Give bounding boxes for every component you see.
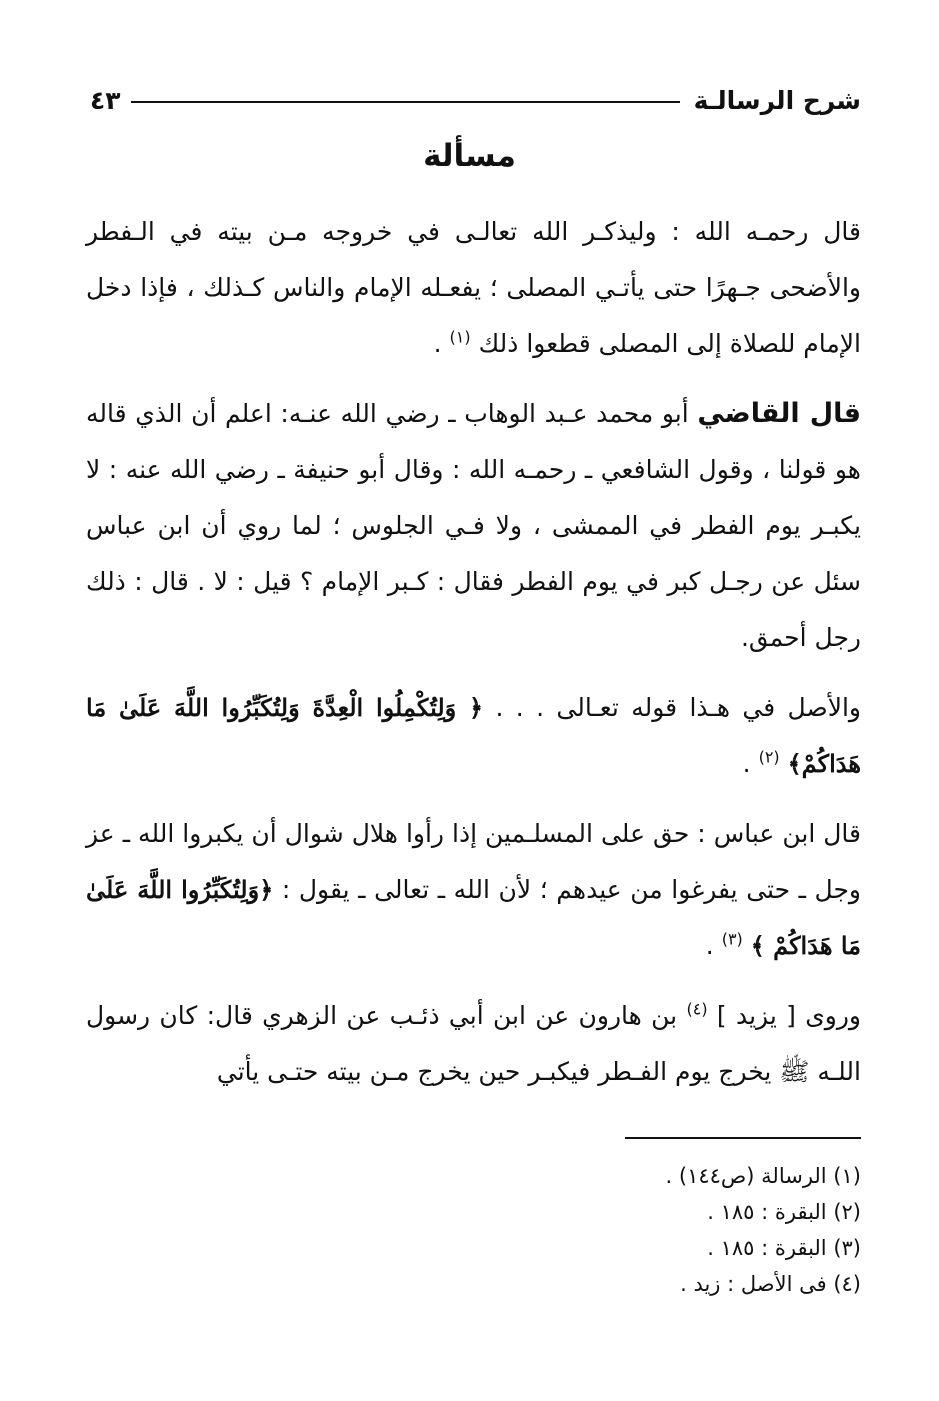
- paragraph-1: [86, 204, 861, 372]
- header-rule: [131, 101, 680, 103]
- quran-verse-1: ﴿ وَلِتُكْمِلُوا الْعِدَّةَ وَلِتُكَبِّرُوا اللَّهَ عَلَىٰ مَا هَدَاكُمْ﴾: [86, 693, 861, 778]
- paragraph-5-text: وروى [ يزيد ]: [707, 1001, 861, 1030]
- body-text: [86, 204, 861, 1114]
- footnote-ref-3: (٣): [721, 929, 743, 949]
- paragraph-1-end: .: [433, 329, 450, 358]
- footnote-rule: [625, 1137, 861, 1139]
- section-heading: مسألة: [423, 138, 516, 174]
- page-number: ٤٣: [90, 85, 121, 115]
- footnote-1: (١) الرسالة (ص١٤٤) .: [665, 1164, 861, 1188]
- paragraph-2-lead: قال القاضي: [697, 398, 861, 429]
- footnote-3: (٣) البقرة : ١٨٥ .: [707, 1236, 861, 1260]
- paragraph-2-text: أبو محمد عـبد الوهاب ـ رضي الله عنـه: اعلم أن الذي قاله هو قولنا ، وقول الشافعي ـ رحمـه الله : وقال أبو حنيفة ـ رضي الله عنه : لا يكبـر يوم الفطر في الممشى ، ولا فـي الجلوس ؛ لما روي أن ابن عباس سئل عن رجـل كبر في يوم الفطر فقال : كـبر الإمام ؟ قيل : لا . قال : ذلك رجل أحمق.: [86, 399, 861, 652]
- paragraph-4: [86, 806, 861, 974]
- footnote-ref-4: (٤): [686, 999, 708, 1019]
- paragraph-3: [86, 680, 861, 792]
- paragraph-5-rest: بن هارون عن ابن أبي ذئـب عن الزهري قال: كان رسول اللـه ﷺ يخرج يوم الفـطر فيكبـر حين يخرج مـن بيته حتـى يأتي: [86, 1001, 861, 1086]
- paragraph-5: [86, 988, 861, 1100]
- footnotes: [86, 1158, 861, 1302]
- paragraph-4-end: .: [705, 931, 722, 960]
- paragraph-1-text: قال رحمـه الله : وليذكـر الله تعالـى في خروجه مـن بيته في الـفطر والأضحى جـهرًا حتى يأتـي المصلى ؛ يفعـله الإمام والناس كـذلك ، فإذا دخل الإمام للصلاة إلى المصلى قطعوا ذلك: [86, 217, 861, 358]
- running-header: [90, 80, 861, 120]
- footnote-ref-1: (١): [449, 327, 471, 347]
- paragraph-3-text: والأصل في هـذا قوله تعـالى . . .: [483, 693, 861, 722]
- footnote-ref-2: (٢): [758, 747, 780, 767]
- footnote-4: (٤) فى الأصل : زيد .: [680, 1272, 861, 1296]
- paragraph-2: [86, 386, 861, 666]
- footnote-2: (٢) البقرة : ١٨٥ .: [707, 1200, 861, 1224]
- paragraph-3-end: .: [742, 749, 759, 778]
- quran-verse-2: ﴿وَلِتُكَبِّرُوا اللَّهَ عَلَىٰ مَا هَدَاكُمْ ﴾: [86, 875, 861, 960]
- paragraph-4-text: قال ابن عباس : حق على المسلـمين إذا رأوا هلال شوال أن يكبروا الله ـ عز وجل ـ حتى يفرغوا من عيدهم ؛ لأن الله ـ تعالى ـ يقول :: [86, 819, 862, 904]
- running-title: شرح الرسالـة: [693, 85, 861, 115]
